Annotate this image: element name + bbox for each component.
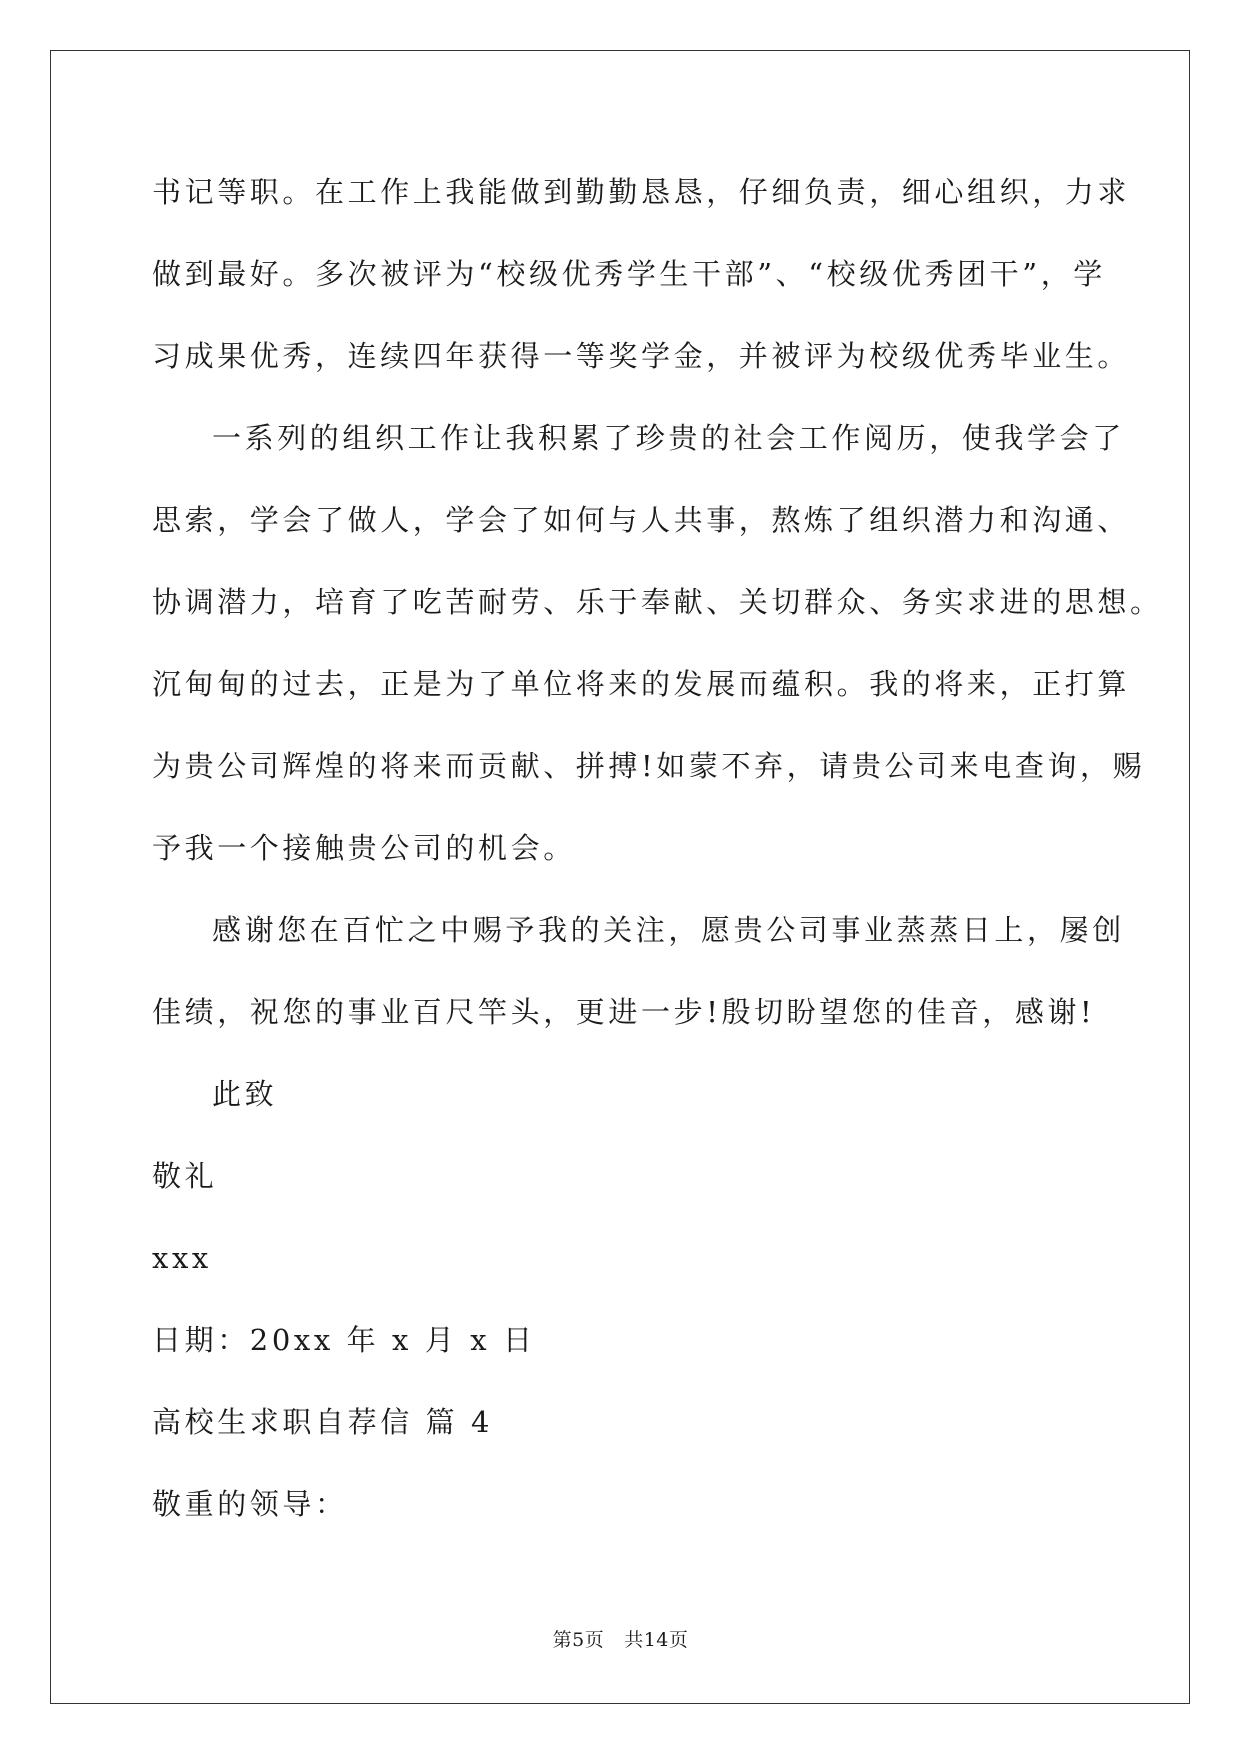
text-line: 沉甸甸的过去，正是为了单位将来的发展而蕴积。我的将来，正打算	[152, 667, 1131, 701]
greeting-line: 敬重的领导：	[152, 1487, 348, 1521]
section-heading: 高校生求职自荐信 篇 4	[152, 1405, 494, 1439]
text-line: 佳绩，祝您的事业百尺竿头，更进一步!殷切盼望您的佳音，感谢!	[152, 995, 1096, 1029]
text-line: 感谢您在百忙之中赐予我的关注，愿贵公司事业蒸蒸日上，屡创	[212, 913, 1125, 947]
date-line: 日期：20xx 年 x 月 x 日	[152, 1323, 536, 1357]
text-line: 习成果优秀，连续四年获得一等奖学金，并被评为校级优秀毕业生。	[152, 339, 1131, 373]
text-line: 书记等职。在工作上我能做到勤勤恳恳，仔细负责，细心组织，力求	[152, 175, 1131, 209]
salutation-line: 此致	[212, 1077, 278, 1111]
document-body	[152, 151, 1163, 1545]
text-line: 做到最好。多次被评为“校级优秀学生干部”、“校级优秀团干”，学	[152, 257, 1106, 291]
text-line: 为贵公司辉煌的将来而贡献、拼搏!如蒙不弃，请贵公司来电查询，赐	[152, 749, 1146, 783]
page-total: 共14页	[624, 1629, 689, 1651]
text-line: 思索，学会了做人，学会了如何与人共事，熬炼了组织潜力和沟通、	[152, 503, 1131, 537]
closing-line: 敬礼	[152, 1159, 218, 1193]
signature-line: xxx	[152, 1241, 212, 1275]
text-line: 予我一个接触贵公司的机会。	[152, 831, 576, 865]
page-number: 第5页	[552, 1629, 605, 1651]
text-line: 协调潜力，培育了吃苦耐劳、乐于奉献、关切群众、务实求进的思想。	[152, 585, 1163, 619]
text-line: 一系列的组织工作让我积累了珍贵的社会工作阅历，使我学会了	[212, 421, 1125, 455]
page-footer	[0, 1625, 1241, 1652]
